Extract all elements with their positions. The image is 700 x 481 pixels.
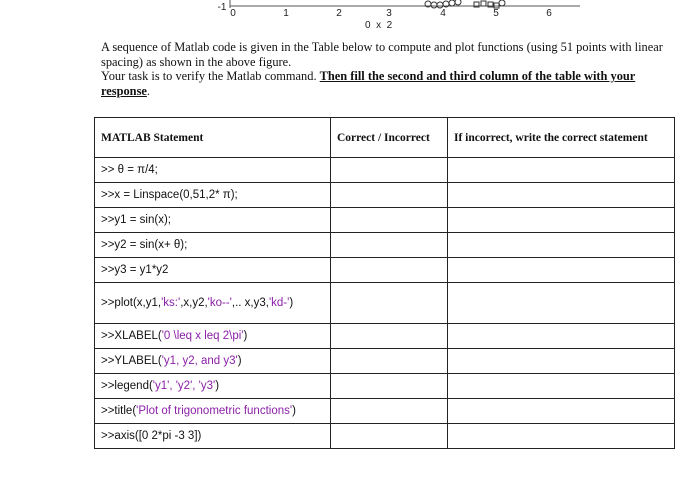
correction-cell[interactable] — [448, 349, 675, 374]
matlab-statement-table — [94, 117, 675, 449]
header-matlab-statement: MATLAB Statement — [95, 118, 331, 158]
code-text: ) — [243, 330, 248, 342]
tick-label: -1 — [217, 2, 227, 13]
correct-incorrect-cell[interactable] — [331, 399, 448, 424]
code-text: >>XLABEL( — [101, 330, 162, 342]
code-text: ) — [292, 405, 296, 417]
header-correction: If incorrect, write the correct statement — [448, 118, 675, 158]
string-literal: 'ks:' — [161, 297, 181, 309]
code-text: ) — [237, 355, 242, 367]
code-text: >>x = Linspace(0,51,2* π); — [101, 189, 238, 201]
correct-incorrect-cell[interactable] — [331, 324, 448, 349]
string-literal: 'y1', 'y2', 'y3' — [152, 380, 216, 392]
table-row — [95, 324, 675, 349]
correction-cell[interactable] — [448, 374, 675, 399]
instructions-period: . — [146, 83, 151, 98]
header-correct-incorrect: Correct / Incorrect — [331, 118, 448, 158]
statement-cell — [95, 374, 331, 399]
code-text: >>YLABEL( — [101, 355, 162, 367]
statement-cell — [95, 208, 331, 233]
correct-incorrect-cell[interactable] — [331, 374, 448, 399]
tick-label: 6 — [546, 8, 552, 19]
statement-cell — [95, 183, 331, 208]
correct-incorrect-cell[interactable] — [331, 208, 448, 233]
correction-cell[interactable] — [448, 258, 675, 283]
correction-cell[interactable] — [448, 183, 675, 208]
table-row — [95, 208, 675, 233]
statement-cell — [95, 324, 331, 349]
code-text: ,x,y2, — [180, 297, 208, 309]
code-text: >> θ = π/4; — [101, 164, 158, 176]
tick-label: 4 — [440, 8, 446, 19]
correction-cell[interactable] — [448, 424, 675, 449]
correction-cell[interactable] — [448, 324, 675, 349]
string-literal: 'kd-' — [268, 297, 290, 309]
tick-label: 0 — [230, 8, 236, 19]
table-row — [95, 183, 675, 208]
table-row — [95, 158, 675, 183]
code-text: >>y1 = sin(x); — [101, 214, 171, 226]
table-row — [95, 283, 675, 324]
table-row — [95, 374, 675, 399]
table-row — [95, 258, 675, 283]
statement-cell — [95, 424, 331, 449]
statement-cell — [95, 158, 331, 183]
code-text: >>legend( — [101, 380, 153, 392]
table-row — [95, 349, 675, 374]
code-text: ,.. x,y3, — [231, 297, 269, 309]
correction-cell[interactable] — [448, 158, 675, 183]
code-text: ) — [215, 380, 220, 392]
correct-incorrect-cell[interactable] — [331, 233, 448, 258]
axis-graphic — [0, 0, 700, 34]
plot-axis-fragment — [0, 0, 700, 34]
statement-cell — [95, 349, 331, 374]
table-header-row — [95, 118, 675, 158]
code-text: >>plot(x,y1, — [101, 297, 162, 309]
table-row — [95, 399, 675, 424]
code-text: >>y3 = y1*y2 — [101, 264, 169, 276]
table-row — [95, 424, 675, 449]
code-text: ) — [289, 297, 294, 309]
code-text: >>y2 = sin(x+ θ); — [101, 239, 188, 251]
code-text: >>title( — [101, 405, 137, 417]
correct-incorrect-cell[interactable] — [331, 424, 448, 449]
statement-cell — [95, 258, 331, 283]
tick-label: 5 — [493, 8, 499, 19]
tick-label: 1 — [283, 8, 289, 19]
statement-cell — [95, 233, 331, 258]
marker-cluster — [425, 0, 505, 8]
correction-cell[interactable] — [448, 399, 675, 424]
correction-cell[interactable] — [448, 208, 675, 233]
x-axis-label: 0 x 2 — [365, 20, 393, 31]
statement-cell — [95, 283, 331, 324]
correction-cell[interactable] — [448, 283, 675, 324]
statement-cell — [95, 399, 331, 424]
tick-label: 2 — [336, 8, 342, 19]
correction-cell[interactable] — [448, 233, 675, 258]
string-literal: 'y1, y2, and y3' — [161, 355, 238, 367]
tick-label: 3 — [386, 8, 392, 19]
instructions-task: Your task is to verify the Matlab command. — [101, 69, 320, 83]
correct-incorrect-cell[interactable] — [331, 258, 448, 283]
instructions-line-1: A sequence of Matlab code is given in the Table below to compute and plot functions (using 51 points with linear spacing) as shown in the above figure. — [101, 40, 663, 69]
correct-incorrect-cell[interactable] — [331, 183, 448, 208]
correct-incorrect-cell[interactable] — [331, 158, 448, 183]
instructions — [101, 40, 673, 98]
code-text: >>axis([0 2*pi -3 3]) — [101, 430, 202, 442]
string-literal: 'Plot of trigonometric functions' — [136, 405, 293, 417]
table-row — [95, 233, 675, 258]
string-literal: '0 \leq x leq 2\pi' — [161, 330, 244, 342]
correct-incorrect-cell[interactable] — [331, 283, 448, 324]
string-literal: 'ko--' — [207, 297, 232, 309]
correct-incorrect-cell[interactable] — [331, 349, 448, 374]
instructions-line-2 — [101, 69, 673, 98]
instructions-task-emphasis: Then fill the second and third column of the table with your response — [101, 69, 636, 98]
